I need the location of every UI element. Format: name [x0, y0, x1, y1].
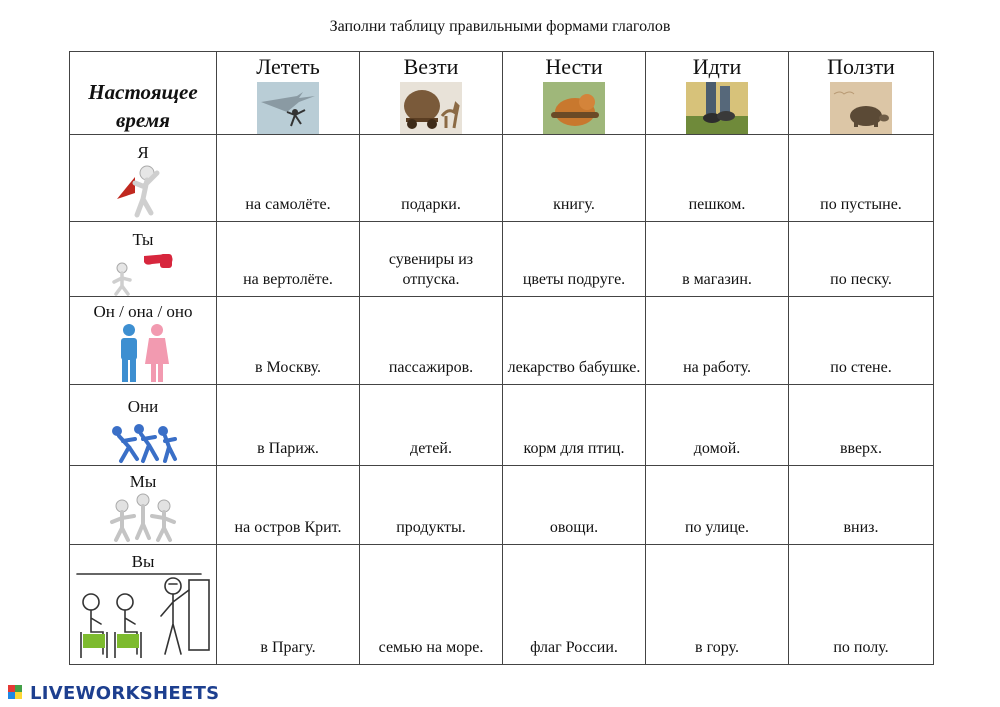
answer-text: пешком. [688, 196, 746, 213]
answer-cell[interactable] [360, 222, 503, 297]
answer-cell[interactable] [503, 297, 646, 385]
row-on-ona-ono [70, 297, 934, 385]
answer-text: на вертолёте. [243, 271, 333, 288]
verb-header-fly [217, 52, 360, 135]
answer-cell[interactable] [789, 466, 934, 545]
logo-text [30, 683, 219, 704]
answer-text: овощи. [549, 519, 599, 536]
verb-header-carry [503, 52, 646, 135]
answer-cell[interactable] [789, 222, 934, 297]
answer-cell[interactable] [646, 385, 789, 466]
answer-cell[interactable] [646, 466, 789, 545]
verb-name: Нести [545, 54, 603, 79]
answer-cell[interactable] [789, 545, 934, 665]
answer-cell[interactable] [503, 385, 646, 466]
row-ya [70, 135, 934, 222]
three-figures-icon [106, 492, 180, 544]
answer-text: на самолёте. [245, 196, 331, 213]
answer-cell[interactable] [217, 385, 360, 466]
answer-cell[interactable] [789, 297, 934, 385]
tense-header-line1: Настоящее [88, 80, 198, 104]
logo-prefix: LIVE [30, 682, 76, 704]
answer-cell[interactable] [360, 466, 503, 545]
pointing-hand-figure-icon [108, 250, 178, 296]
verb-name: Идти [692, 54, 742, 79]
answer-cell[interactable] [646, 545, 789, 665]
man-woman-figures-icon [111, 322, 175, 384]
answer-cell[interactable] [217, 297, 360, 385]
verb-name: Ползти [827, 54, 895, 79]
pronoun-cell [70, 222, 217, 297]
answer-text: цветы подруге. [522, 271, 626, 288]
answer-cell[interactable] [217, 466, 360, 545]
answer-cell[interactable] [503, 135, 646, 222]
pronoun-label: Ты [132, 230, 154, 249]
pronoun-label: Он / она / оно [93, 302, 193, 321]
answer-text: подарки. [401, 196, 461, 213]
pronoun-label: Они [127, 397, 159, 416]
answer-text: в магазин. [682, 271, 752, 288]
flying-plane-photo-icon [257, 82, 319, 134]
answer-text: сувениры из отпуска. [388, 251, 474, 288]
answer-cell[interactable] [503, 466, 646, 545]
answer-cell[interactable] [217, 222, 360, 297]
answer-text: книгу. [553, 196, 595, 213]
answer-text: пассажиров. [388, 359, 474, 376]
camel-cart-photo-icon [400, 82, 462, 134]
answer-cell[interactable] [217, 545, 360, 665]
answer-text: детей. [410, 440, 452, 457]
tense-header-line2: время [116, 108, 170, 132]
answer-cell[interactable] [503, 545, 646, 665]
pronoun-label: Я [137, 143, 149, 162]
classroom-sketch-icon [73, 572, 213, 664]
pronoun-label: Мы [129, 472, 157, 491]
answer-cell[interactable] [360, 297, 503, 385]
pronoun-cell [70, 385, 217, 466]
row-vy [70, 545, 934, 665]
dog-carrying-stick-photo-icon [543, 82, 605, 134]
answer-cell[interactable] [646, 297, 789, 385]
answer-text: семью на море. [378, 639, 484, 656]
pronoun-cell [70, 545, 217, 665]
answer-text: в Прагу. [260, 639, 316, 656]
answer-cell[interactable] [360, 545, 503, 665]
liveworksheets-logo-icon [8, 683, 30, 703]
answer-cell[interactable] [503, 222, 646, 297]
answer-text: по песку. [830, 271, 892, 288]
answer-text: в Москву. [254, 359, 322, 376]
answer-text: по стене. [830, 359, 892, 376]
answer-cell[interactable] [360, 135, 503, 222]
verb-header-crawl [789, 52, 934, 135]
answer-text: по улице. [684, 519, 750, 536]
pronoun-cell [70, 135, 217, 222]
answer-text: флаг России. [530, 639, 618, 656]
verb-name: Везти [403, 54, 459, 79]
row-ty [70, 222, 934, 297]
liveworksheets-logo[interactable] [8, 683, 219, 703]
worksheet-title: Заполни таблицу правильными формами глаголов [329, 18, 671, 35]
answer-text: лекарство бабушке. [507, 359, 641, 376]
answer-text: вниз. [843, 519, 879, 536]
answer-text: корм для птиц. [523, 440, 625, 457]
answer-cell[interactable] [646, 135, 789, 222]
verb-header-walk [646, 52, 789, 135]
verb-table [69, 51, 934, 665]
answer-cell[interactable] [360, 385, 503, 466]
pronoun-cell [70, 466, 217, 545]
answer-text: по пустыне. [820, 196, 902, 213]
answer-text: в гору. [695, 639, 739, 656]
tense-header [70, 52, 217, 135]
answer-cell[interactable] [789, 385, 934, 466]
answer-text: на работу. [683, 359, 751, 376]
answer-text: в Париж. [257, 440, 319, 457]
answer-text: на остров Крит. [234, 519, 342, 536]
tortoise-photo-icon [830, 82, 892, 134]
answer-cell[interactable] [646, 222, 789, 297]
answer-text: продукты. [396, 519, 466, 536]
header-row [70, 52, 934, 135]
verb-header-transport [360, 52, 503, 135]
logo-suffix: WORKSHEETS [75, 682, 220, 704]
pronoun-cell [70, 297, 217, 385]
answer-cell[interactable] [789, 135, 934, 222]
pronoun-label: Вы [131, 552, 155, 571]
answer-cell[interactable] [217, 135, 360, 222]
answer-text: вверх. [839, 440, 883, 457]
answer-text: домой. [693, 440, 741, 457]
verb-name: Лететь [256, 54, 320, 79]
superhero-figure-icon [113, 163, 173, 221]
walking-feet-photo-icon [686, 82, 748, 134]
row-oni [70, 385, 934, 466]
row-my [70, 466, 934, 545]
answer-text: по полу. [833, 639, 889, 656]
group-pushing-figures-icon [107, 417, 179, 465]
